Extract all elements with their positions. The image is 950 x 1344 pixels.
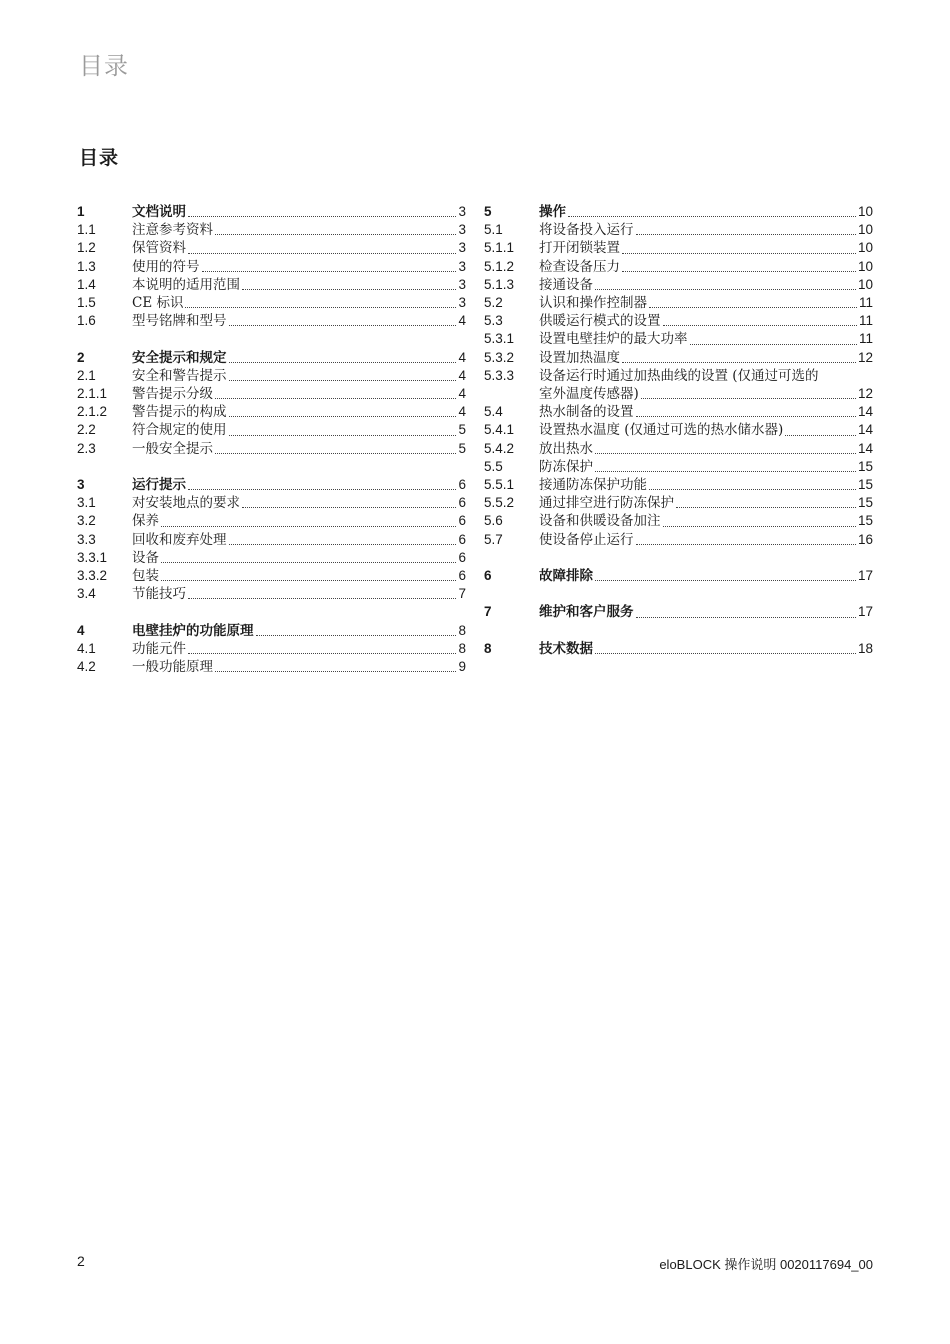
dot-leader <box>242 289 456 290</box>
toc-entry-label: 文档说明 <box>132 204 186 219</box>
toc-entry-page-number: 6 <box>458 477 466 493</box>
toc-entry-line <box>132 512 466 530</box>
toc-entry-number: 5.3 <box>484 313 503 329</box>
toc-entry-label: 一般安全提示 <box>132 440 213 457</box>
toc-entry-number: 3 <box>77 477 85 493</box>
toc-entry-line <box>132 531 466 549</box>
toc-entry[interactable] <box>77 221 466 239</box>
toc-entry-label: 室外温度传感器) <box>539 386 639 403</box>
toc-entry-line <box>539 349 873 367</box>
dot-leader <box>649 489 856 490</box>
toc-entry-page-number: 15 <box>857 458 873 474</box>
toc-entry[interactable] <box>484 258 873 276</box>
toc-entry-label: 安全和警告提示 <box>132 367 227 384</box>
toc-entry-line <box>132 221 466 239</box>
dot-leader <box>215 453 456 454</box>
toc-entry-line <box>132 403 466 421</box>
toc-entry-line <box>132 367 466 385</box>
toc-entry-line <box>539 294 873 312</box>
dot-leader <box>229 416 457 417</box>
toc-entry-label: 型号铭牌和型号 <box>132 313 227 330</box>
dot-leader <box>636 617 856 618</box>
toc-entry[interactable] <box>484 440 873 458</box>
toc-entry-line <box>539 512 873 530</box>
toc-entry-label: 保养 <box>132 513 159 530</box>
toc-entry[interactable] <box>77 440 466 458</box>
toc-entry-number: 5.3.1 <box>484 331 515 347</box>
toc-entry-number: 2.1.2 <box>77 404 108 420</box>
footer-page-number: 2 <box>77 1253 85 1269</box>
toc-entry[interactable] <box>77 640 466 658</box>
toc-entry-page-number: 7 <box>458 586 466 602</box>
dot-leader <box>595 453 856 454</box>
toc-entry-number: 1.3 <box>77 258 96 274</box>
toc-entry-line <box>132 203 466 221</box>
toc-entry-label: 运行提示 <box>132 477 186 493</box>
dot-leader <box>202 271 457 272</box>
toc-entry-line <box>132 239 466 257</box>
toc-entry-page-number: 6 <box>458 513 466 529</box>
toc-entry-line <box>132 549 466 567</box>
toc-entry-page-number: 17 <box>857 568 873 584</box>
toc-entry-number: 7 <box>484 604 492 620</box>
toc-entry-line <box>539 531 873 549</box>
toc-entry-line <box>539 640 873 658</box>
toc-entry-number: 6 <box>484 568 492 584</box>
toc-chapter-entry[interactable] <box>484 203 873 221</box>
toc-entry-line <box>132 640 466 658</box>
toc-entry-label: 打开闭锁装置 <box>539 240 620 257</box>
toc-entry-line <box>132 567 466 585</box>
toc-entry-label: 警告提示的构成 <box>132 404 227 421</box>
toc-entry-number: 5.4.1 <box>484 422 515 438</box>
dot-leader <box>636 234 856 235</box>
toc-entry-page-number: 6 <box>458 531 466 547</box>
toc-entry-line <box>539 203 873 221</box>
toc-entry-line <box>539 239 873 257</box>
toc-entry-line <box>132 294 466 312</box>
toc-entry-page-number: 16 <box>857 531 873 547</box>
toc-chapter-entry[interactable] <box>484 603 873 621</box>
toc-entry-number: 1.1 <box>77 222 96 238</box>
toc-entry-page-number: 12 <box>857 386 873 402</box>
toc-entry-line <box>132 258 466 276</box>
dot-leader <box>663 325 857 326</box>
toc-entry-number: 3.2 <box>77 513 96 529</box>
toc-entry-line <box>539 603 873 621</box>
toc-entry-label: 防冻保护 <box>539 458 593 475</box>
dot-leader <box>636 416 856 417</box>
toc-entry-line <box>539 567 873 585</box>
toc-entry-label: 故障排除 <box>539 568 593 584</box>
toc-entry-page-number: 18 <box>857 640 873 656</box>
dot-leader <box>568 216 856 217</box>
toc-entry[interactable] <box>77 585 466 603</box>
toc-entry[interactable] <box>484 349 873 367</box>
toc-entry-page-number: 11 <box>858 313 873 329</box>
toc-entry-number: 8 <box>484 640 492 656</box>
toc-entry-line <box>132 585 466 603</box>
dot-leader <box>161 526 456 527</box>
dot-leader <box>690 344 857 345</box>
toc-entry[interactable] <box>484 294 873 312</box>
toc-spacer <box>77 458 466 476</box>
toc-entry-label-first-line: 设备运行时通过加热曲线的设置 (仅通过可选的 <box>539 367 819 384</box>
dot-leader <box>622 253 856 254</box>
toc-entry-label: 设置加热温度 <box>539 349 620 366</box>
toc-entry-label: 符合规定的使用 <box>132 422 227 439</box>
toc-entry[interactable] <box>77 294 466 312</box>
toc-entry-number: 3.3.2 <box>77 568 108 584</box>
toc-entry-page-number: 3 <box>458 295 466 311</box>
toc-entry-page-number: 4 <box>458 313 466 329</box>
toc-entry[interactable] <box>77 658 466 676</box>
toc-entry-line <box>539 276 873 294</box>
dot-leader <box>215 398 456 399</box>
toc-entry-number: 2.1.1 <box>77 386 108 402</box>
toc-entry-page-number: 3 <box>458 276 466 292</box>
toc-entry-label: 接通防冻保护功能 <box>539 477 647 494</box>
dot-leader <box>595 289 856 290</box>
dot-leader <box>185 307 456 308</box>
toc-entry[interactable] <box>484 330 873 348</box>
toc-entry[interactable] <box>77 403 466 421</box>
toc-entry-label: 设置电壁挂炉的最大功率 <box>539 331 688 348</box>
toc-entry-number: 5.1.3 <box>484 276 515 292</box>
toc-entry-label: 通过排空进行防冻保护 <box>539 495 674 512</box>
toc-spacer <box>484 622 873 640</box>
toc-entry-page-number: 11 <box>858 295 873 311</box>
toc-entry-number: 5.7 <box>484 531 503 547</box>
toc-entry-line <box>132 276 466 294</box>
toc-entry-label: 功能元件 <box>132 640 186 657</box>
toc-entry-number: 5.3.3 <box>484 367 515 383</box>
toc-entry-label: CE 标识 <box>132 295 184 312</box>
toc-entry-label: 回收和废弃处理 <box>132 531 227 548</box>
toc-entry-page-number: 9 <box>458 659 466 675</box>
toc-left-column <box>77 203 466 676</box>
toc-entry-line <box>132 421 466 439</box>
toc-entry-label: 设备 <box>132 549 159 566</box>
toc-entry-line <box>539 258 873 276</box>
toc-entry[interactable] <box>484 239 873 257</box>
toc-entry-number: 4 <box>77 622 85 638</box>
toc-entry-label: 维护和客户服务 <box>539 604 634 620</box>
toc-entry-page-number: 4 <box>458 386 466 402</box>
toc-entry-page-number: 6 <box>458 495 466 511</box>
toc-entry-label: 警告提示分级 <box>132 386 213 403</box>
dot-leader <box>649 307 857 308</box>
toc-entry[interactable] <box>77 531 466 549</box>
toc-entry[interactable] <box>77 567 466 585</box>
toc-entry[interactable] <box>77 512 466 530</box>
toc-entry-label: 对安装地点的要求 <box>132 495 240 512</box>
toc-entry-number: 2.2 <box>77 422 96 438</box>
toc-entry-label: 接通设备 <box>539 276 593 293</box>
toc-entry-number: 1.4 <box>77 276 96 292</box>
toc-chapter-entry[interactable] <box>77 349 466 367</box>
toc-entry-number: 1.2 <box>77 240 96 256</box>
toc-entry-page-number: 10 <box>857 222 873 238</box>
toc-entry[interactable] <box>484 494 873 512</box>
toc-entry-label: 操作 <box>539 204 566 219</box>
toc-entry-line <box>539 440 873 458</box>
toc-entry-page-number: 10 <box>857 204 873 219</box>
toc-entry[interactable] <box>484 367 873 403</box>
toc-entry-label: 检查设备压力 <box>539 258 620 275</box>
toc-entry-page-number: 14 <box>857 422 873 438</box>
toc-entry-page-number: 11 <box>858 331 873 347</box>
toc-entry[interactable] <box>484 458 873 476</box>
toc-entry-page-number: 15 <box>857 495 873 511</box>
toc-entry[interactable] <box>484 312 873 330</box>
toc-entry-label: 保管资料 <box>132 240 186 257</box>
toc-entry-page-number: 5 <box>458 440 466 456</box>
toc-entry-line <box>132 440 466 458</box>
toc-entry-page-number: 3 <box>458 240 466 256</box>
running-header: 目录 <box>79 53 129 80</box>
toc-entry-line <box>539 330 873 348</box>
toc-entry-number: 1.6 <box>77 313 96 329</box>
toc-entry-number: 5.5.2 <box>484 495 515 511</box>
toc-right-column <box>484 203 873 658</box>
toc-entry[interactable] <box>484 476 873 494</box>
toc-entry-number: 5.4.2 <box>484 440 515 456</box>
toc-entry-page-number: 4 <box>458 349 466 365</box>
toc-entry-line <box>132 622 466 640</box>
dot-leader <box>595 471 856 472</box>
dot-leader <box>188 216 456 217</box>
toc-entry-line <box>539 494 873 512</box>
toc-entry-line <box>539 458 873 476</box>
toc-entry-line <box>539 221 873 239</box>
toc-chapter-entry[interactable] <box>77 476 466 494</box>
toc-entry[interactable] <box>484 512 873 530</box>
toc-entry-page-number: 17 <box>857 604 873 620</box>
toc-entry[interactable] <box>77 258 466 276</box>
toc-entry-line <box>132 385 466 403</box>
dot-leader <box>229 435 457 436</box>
toc-entry-page-number: 15 <box>857 477 873 493</box>
toc-entry[interactable] <box>77 276 466 294</box>
dot-leader <box>188 598 456 599</box>
toc-entry-number: 5 <box>484 204 492 219</box>
toc-entry-page-number: 4 <box>458 367 466 383</box>
toc-entry-label: 将设备投入运行 <box>539 222 634 239</box>
toc-entry-label: 节能技巧 <box>132 586 186 603</box>
toc-entry-line <box>132 494 466 512</box>
toc-entry-label: 使用的符号 <box>132 258 200 275</box>
dot-leader <box>161 580 456 581</box>
toc-entry-label: 包装 <box>132 568 159 585</box>
dot-leader <box>215 234 456 235</box>
toc-entry-number: 5.1.1 <box>484 240 515 256</box>
toc-entry-number: 5.5.1 <box>484 477 515 493</box>
toc-entry-page-number: 10 <box>857 258 873 274</box>
toc-chapter-entry[interactable] <box>484 640 873 658</box>
dot-leader <box>229 362 457 363</box>
toc-entry[interactable] <box>77 549 466 567</box>
toc-entry-label: 设置热水温度 (仅通过可选的热水储水器) <box>539 422 784 439</box>
toc-entry-page-number: 4 <box>458 404 466 420</box>
toc-spacer <box>484 585 873 603</box>
toc-entry-label: 注意参考资料 <box>132 222 213 239</box>
dot-leader <box>188 653 456 654</box>
dot-leader <box>595 580 856 581</box>
dot-leader <box>641 398 856 399</box>
dot-leader <box>161 562 456 563</box>
toc-entry-number: 5.5 <box>484 458 503 474</box>
toc-entry[interactable] <box>77 239 466 257</box>
dot-leader <box>676 507 856 508</box>
toc-entry-number: 5.6 <box>484 513 503 529</box>
toc-entry-number: 2 <box>77 349 85 365</box>
toc-entry[interactable] <box>77 312 466 330</box>
toc-entry-line <box>539 403 873 421</box>
toc-entry-page-number: 5 <box>458 422 466 438</box>
toc-chapter-entry[interactable] <box>77 203 466 221</box>
toc-entry-label: 认识和操作控制器 <box>539 295 647 312</box>
toc-entry-number: 2.3 <box>77 440 96 456</box>
toc-entry-line <box>539 312 873 330</box>
toc-entry-label: 使设备停止运行 <box>539 531 634 548</box>
toc-entry-number: 4.1 <box>77 640 96 656</box>
toc-entry-line <box>132 312 466 330</box>
toc-entry-label: 技术数据 <box>539 640 593 656</box>
toc-entry-number: 3.3.1 <box>77 549 108 565</box>
toc-entry-number: 1 <box>77 204 85 219</box>
toc-spacer <box>484 549 873 567</box>
toc-entry-line <box>132 476 466 494</box>
toc-entry-page-number: 6 <box>458 568 466 584</box>
toc-entry-page-number: 12 <box>857 349 873 365</box>
dot-leader <box>636 544 856 545</box>
toc-title: 目录 <box>79 148 120 169</box>
toc-entry-label: 设备和供暖设备加注 <box>539 513 661 530</box>
dot-leader <box>229 325 457 326</box>
toc-entry-page-number: 6 <box>458 549 466 565</box>
dot-leader <box>188 253 456 254</box>
toc-entry-number: 3.4 <box>77 586 96 602</box>
toc-entry-number: 5.1.2 <box>484 258 515 274</box>
toc-entry-label: 供暖运行模式的设置 <box>539 313 661 330</box>
dot-leader <box>242 507 456 508</box>
toc-entry[interactable] <box>484 403 873 421</box>
toc-entry-page-number: 8 <box>458 622 466 638</box>
dot-leader <box>595 653 856 654</box>
dot-leader <box>215 671 456 672</box>
toc-entry[interactable] <box>77 494 466 512</box>
toc-entry-label: 本说明的适用范围 <box>132 276 240 293</box>
toc-chapter-entry[interactable] <box>484 567 873 585</box>
toc-spacer <box>77 330 466 348</box>
dot-leader <box>622 362 856 363</box>
toc-entry-line <box>132 349 466 367</box>
toc-entry-number: 5.2 <box>484 295 503 311</box>
toc-entry-number: 5.3.2 <box>484 349 515 365</box>
toc-entry-number: 5.4 <box>484 404 503 420</box>
toc-spacer <box>77 603 466 621</box>
toc-entry-label: 热水制备的设置 <box>539 404 634 421</box>
dot-leader <box>663 526 856 527</box>
dot-leader <box>256 635 457 636</box>
dot-leader <box>188 489 456 490</box>
toc-entry[interactable] <box>77 367 466 385</box>
toc-entry-number: 4.2 <box>77 659 96 675</box>
toc-entry-page-number: 3 <box>458 222 466 238</box>
toc-entry[interactable] <box>484 276 873 294</box>
toc-entry[interactable] <box>484 421 873 439</box>
toc-entry-number: 5.1 <box>484 222 503 238</box>
toc-entry-page-number: 10 <box>857 240 873 256</box>
toc-entry-page-number: 3 <box>458 204 466 219</box>
dot-leader <box>229 380 457 381</box>
toc-entry-page-number: 14 <box>857 404 873 420</box>
dot-leader <box>785 435 856 436</box>
footer-document-reference: eloBLOCK 操作说明 0020117694_00 <box>659 1257 873 1272</box>
toc-entry-label: 放出热水 <box>539 440 593 457</box>
dot-leader <box>229 544 457 545</box>
toc-entry-label: 安全提示和规定 <box>132 349 227 365</box>
toc-entry[interactable] <box>77 385 466 403</box>
toc-entry-page-number: 8 <box>458 640 466 656</box>
toc-entry-number: 3.3 <box>77 531 96 547</box>
toc-entry-label: 电壁挂炉的功能原理 <box>132 622 254 638</box>
dot-leader <box>622 271 856 272</box>
toc-entry-line <box>539 385 873 403</box>
toc-entry-line <box>539 421 873 439</box>
toc-entry[interactable] <box>484 221 873 239</box>
toc-entry[interactable] <box>77 421 466 439</box>
toc-entry-line <box>132 658 466 676</box>
toc-entry-page-number: 14 <box>857 440 873 456</box>
toc-entry[interactable] <box>484 531 873 549</box>
toc-entry-number: 3.1 <box>77 495 96 511</box>
toc-entry-page-number: 15 <box>857 513 873 529</box>
toc-entry-number: 2.1 <box>77 367 96 383</box>
toc-chapter-entry[interactable] <box>77 622 466 640</box>
toc-entry-page-number: 3 <box>458 258 466 274</box>
toc-entry-label: 一般功能原理 <box>132 659 213 676</box>
toc-entry-number: 1.5 <box>77 295 96 311</box>
toc-entry-page-number: 10 <box>857 276 873 292</box>
toc-entry-line <box>539 476 873 494</box>
